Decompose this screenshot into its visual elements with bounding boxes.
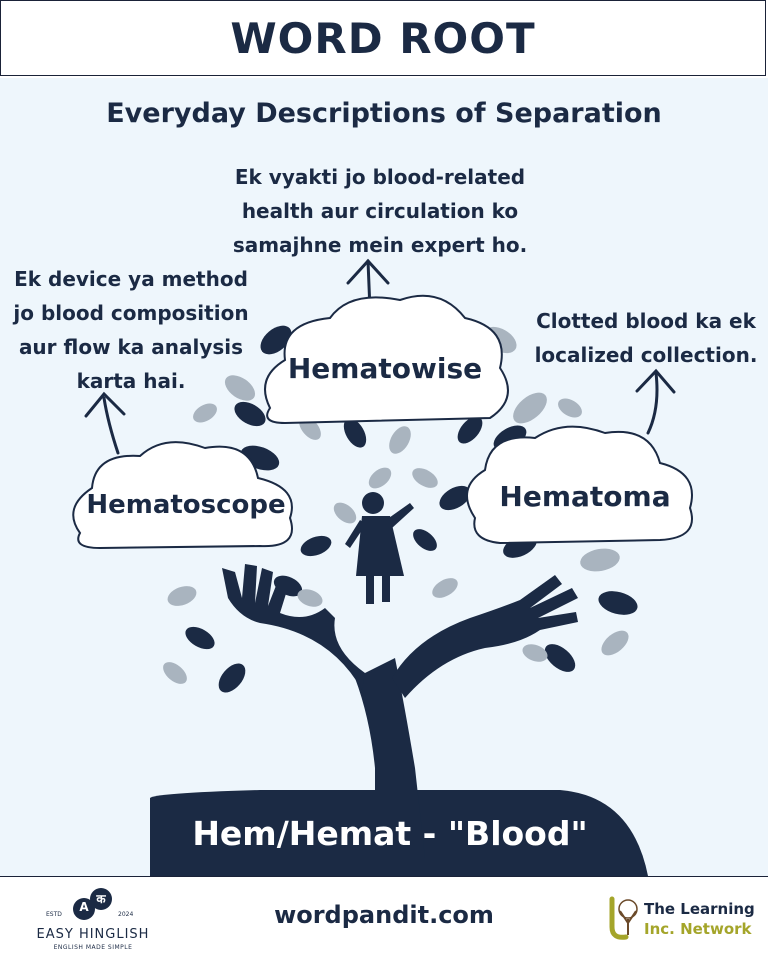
root-label: Hem/Hemat - "Blood" bbox=[192, 814, 588, 853]
child-silhouette bbox=[345, 492, 414, 604]
learning-network-logo bbox=[644, 899, 755, 939]
term-hematoma: Hematoma bbox=[499, 480, 671, 513]
estd-label: ESTD bbox=[46, 911, 62, 918]
badge-a: A bbox=[79, 900, 89, 914]
estd-year: 2024 bbox=[118, 911, 134, 918]
easy-hinglish-name: EASY HINGLISH bbox=[36, 927, 150, 942]
badge-k: क bbox=[96, 892, 106, 906]
learning-line2: Inc. Network bbox=[644, 920, 752, 938]
description-left: Ek device ya method jo blood composition aur flow ka analysis karta hai. bbox=[13, 267, 249, 393]
footer bbox=[0, 876, 768, 961]
description-top: Ek vyakti jo blood-related health aur circulation ko samajhne mein expert ho. bbox=[232, 165, 528, 257]
subtitle: Everyday Descriptions of Separation bbox=[106, 98, 662, 129]
site-link[interactable]: wordpandit.com bbox=[274, 901, 494, 929]
learning-line1: The Learning bbox=[644, 900, 755, 918]
term-hematoscope: Hematoscope bbox=[86, 490, 286, 520]
easy-hinglish-tagline: ENGLISH MADE SIMPLE bbox=[53, 944, 133, 951]
main-panel bbox=[0, 78, 768, 876]
page-title: WORD ROOT bbox=[230, 13, 536, 63]
header bbox=[0, 0, 766, 76]
term-hematowise: Hematowise bbox=[287, 352, 483, 385]
description-right: Clotted blood ka ek localized collection. bbox=[534, 309, 758, 367]
